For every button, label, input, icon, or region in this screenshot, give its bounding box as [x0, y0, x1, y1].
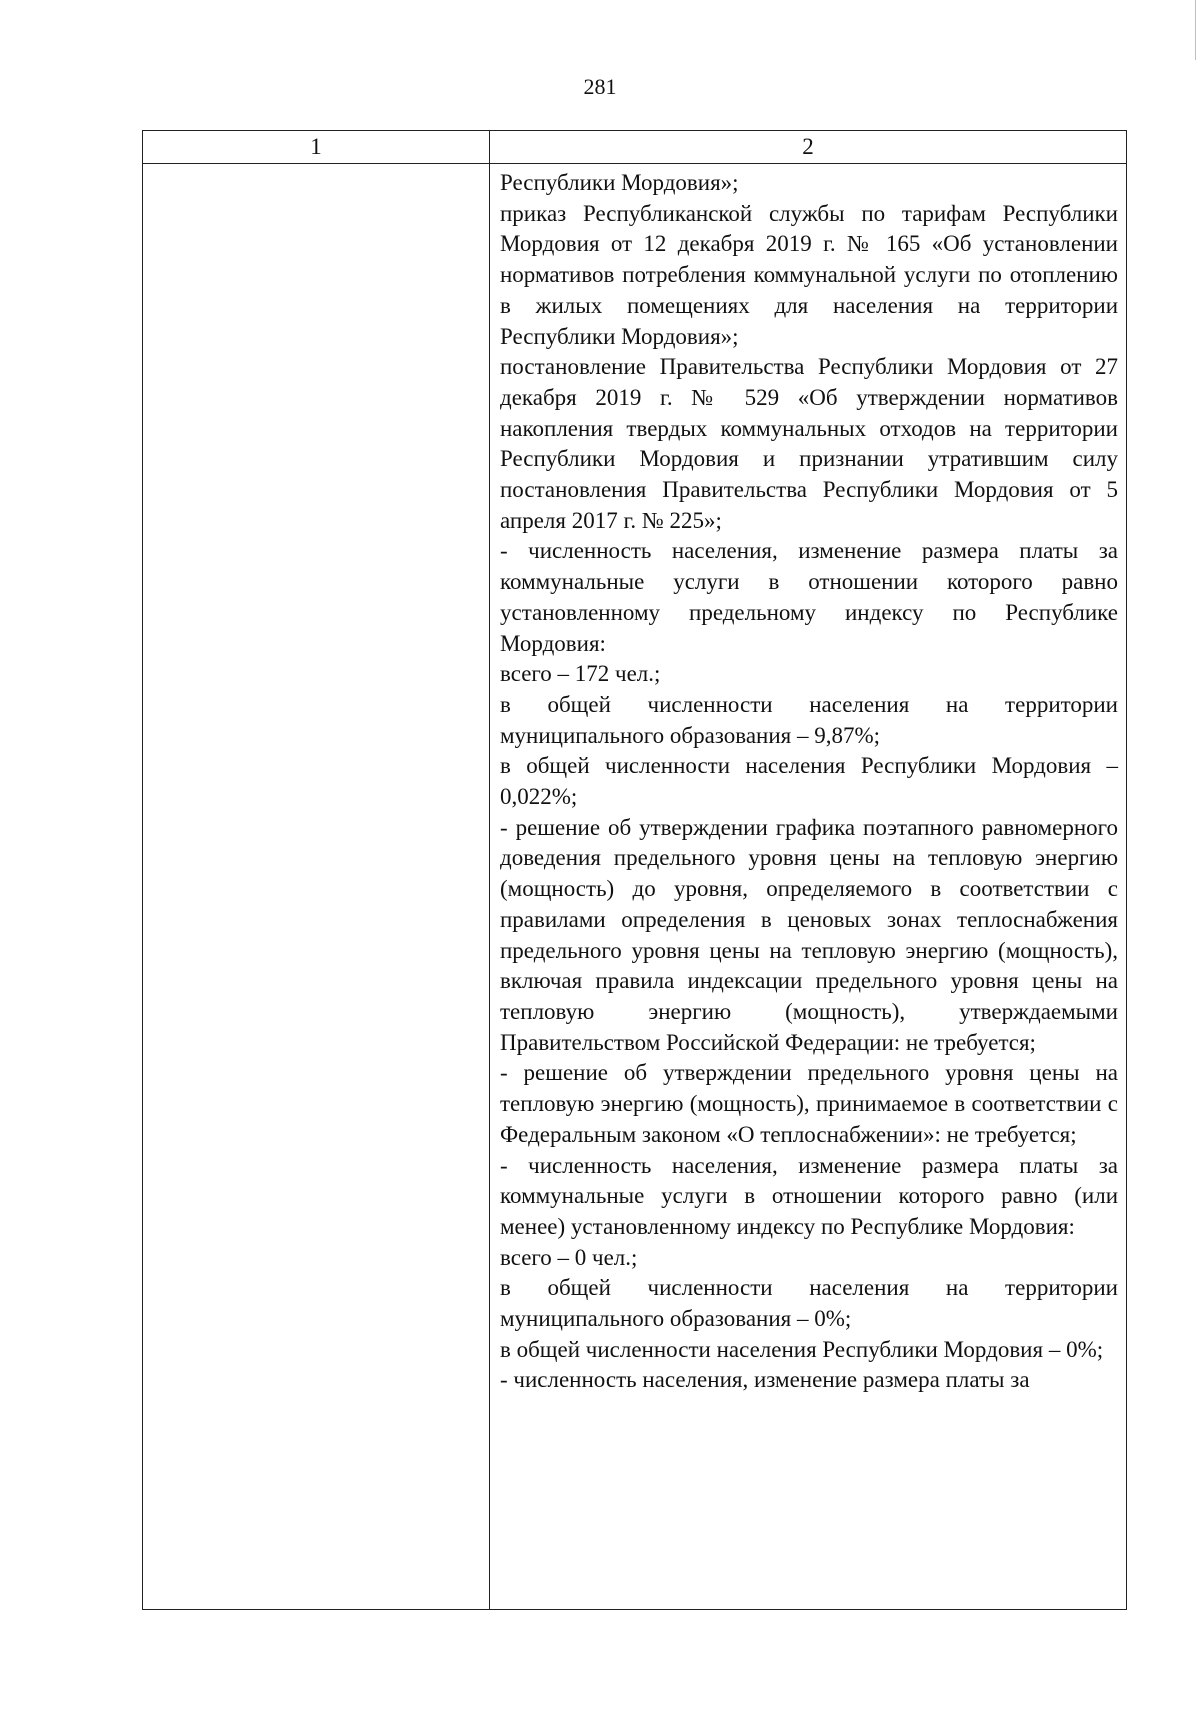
- table-header-row: [143, 131, 1127, 164]
- column-2-cell: [490, 164, 1127, 1610]
- paragraph: постановление Правительства Республики Мордовия от 27 декабря 2019 г. № 529 «Об утверждении нормативов накопления твердых коммунальных отходов на территории Республики Мордовия и признании утратившим силу постановления Правительства Республики Мордовия от 5 апреля 2017 г. № 225»;: [500, 354, 1118, 533]
- paragraph: - численность населения, изменение размера платы за: [500, 1367, 1030, 1393]
- scan-edge-line: [1195, 0, 1196, 60]
- paragraph: всего – 172 чел.;: [500, 661, 661, 687]
- column-2-text: [490, 164, 1126, 1396]
- column-2-header: 2: [490, 131, 1127, 164]
- paragraph: всего – 0 чел.;: [500, 1244, 638, 1270]
- paragraph: - численность населения, изменение размера платы за коммунальные услуги в отношении которого равно установленному предельному индексу по Республике Мордовия:: [500, 538, 1118, 656]
- paragraph: - решение об утверждении графика поэтапного равномерного доведения предельного уровня цены на тепловую энергию (мощность) до уровня, определяемого в соответствии с правилами определения в ценовых зонах теплоснабжения предельного уровня цены на тепловую энергию (мощность), включая правила индексации предельного уровня цены на тепловую энергию (мощность), утверждаемыми Правительством Российской Федерации: не требуется;: [500, 814, 1118, 1055]
- column-1-text: [143, 164, 489, 168]
- column-1-cell: [143, 164, 490, 1610]
- paragraph: в общей численности населения на территории муниципального образования – 0%;: [500, 1275, 1118, 1332]
- paragraph: в общей численности населения на территории муниципального образования – 9,87%;: [500, 691, 1118, 748]
- paragraph: в общей численности населения Республики Мордовия – 0%;: [500, 1336, 1104, 1362]
- paragraph: - решение об утверждении предельного уровня цены на тепловую энергию (мощность), принимаемое в соответствии с Федеральным законом «О теплоснабжении»: не требуется;: [500, 1060, 1118, 1147]
- paragraph: приказ Республиканской службы по тарифам Республики Мордовия от 12 декабря 2019 г. № 165 «Об установлении нормативов потребления коммунальной услуги по отоплению в жилых помещениях для населения на территории Республики Мордовия»;: [500, 200, 1118, 349]
- paragraph: в общей численности населения Республики Мордовия – 0,022%;: [500, 753, 1118, 810]
- table-row: [143, 164, 1127, 1610]
- page-number: 281: [583, 74, 617, 99]
- paragraph: Республики Мордовия»;: [500, 170, 739, 195]
- document-table: [142, 130, 1127, 1610]
- paragraph: - численность населения, изменение размера платы за коммунальные услуги в отношении которого равно (или менее) установленному индексу по Республике Мордовия:: [500, 1152, 1118, 1239]
- column-1-header: 1: [143, 131, 490, 164]
